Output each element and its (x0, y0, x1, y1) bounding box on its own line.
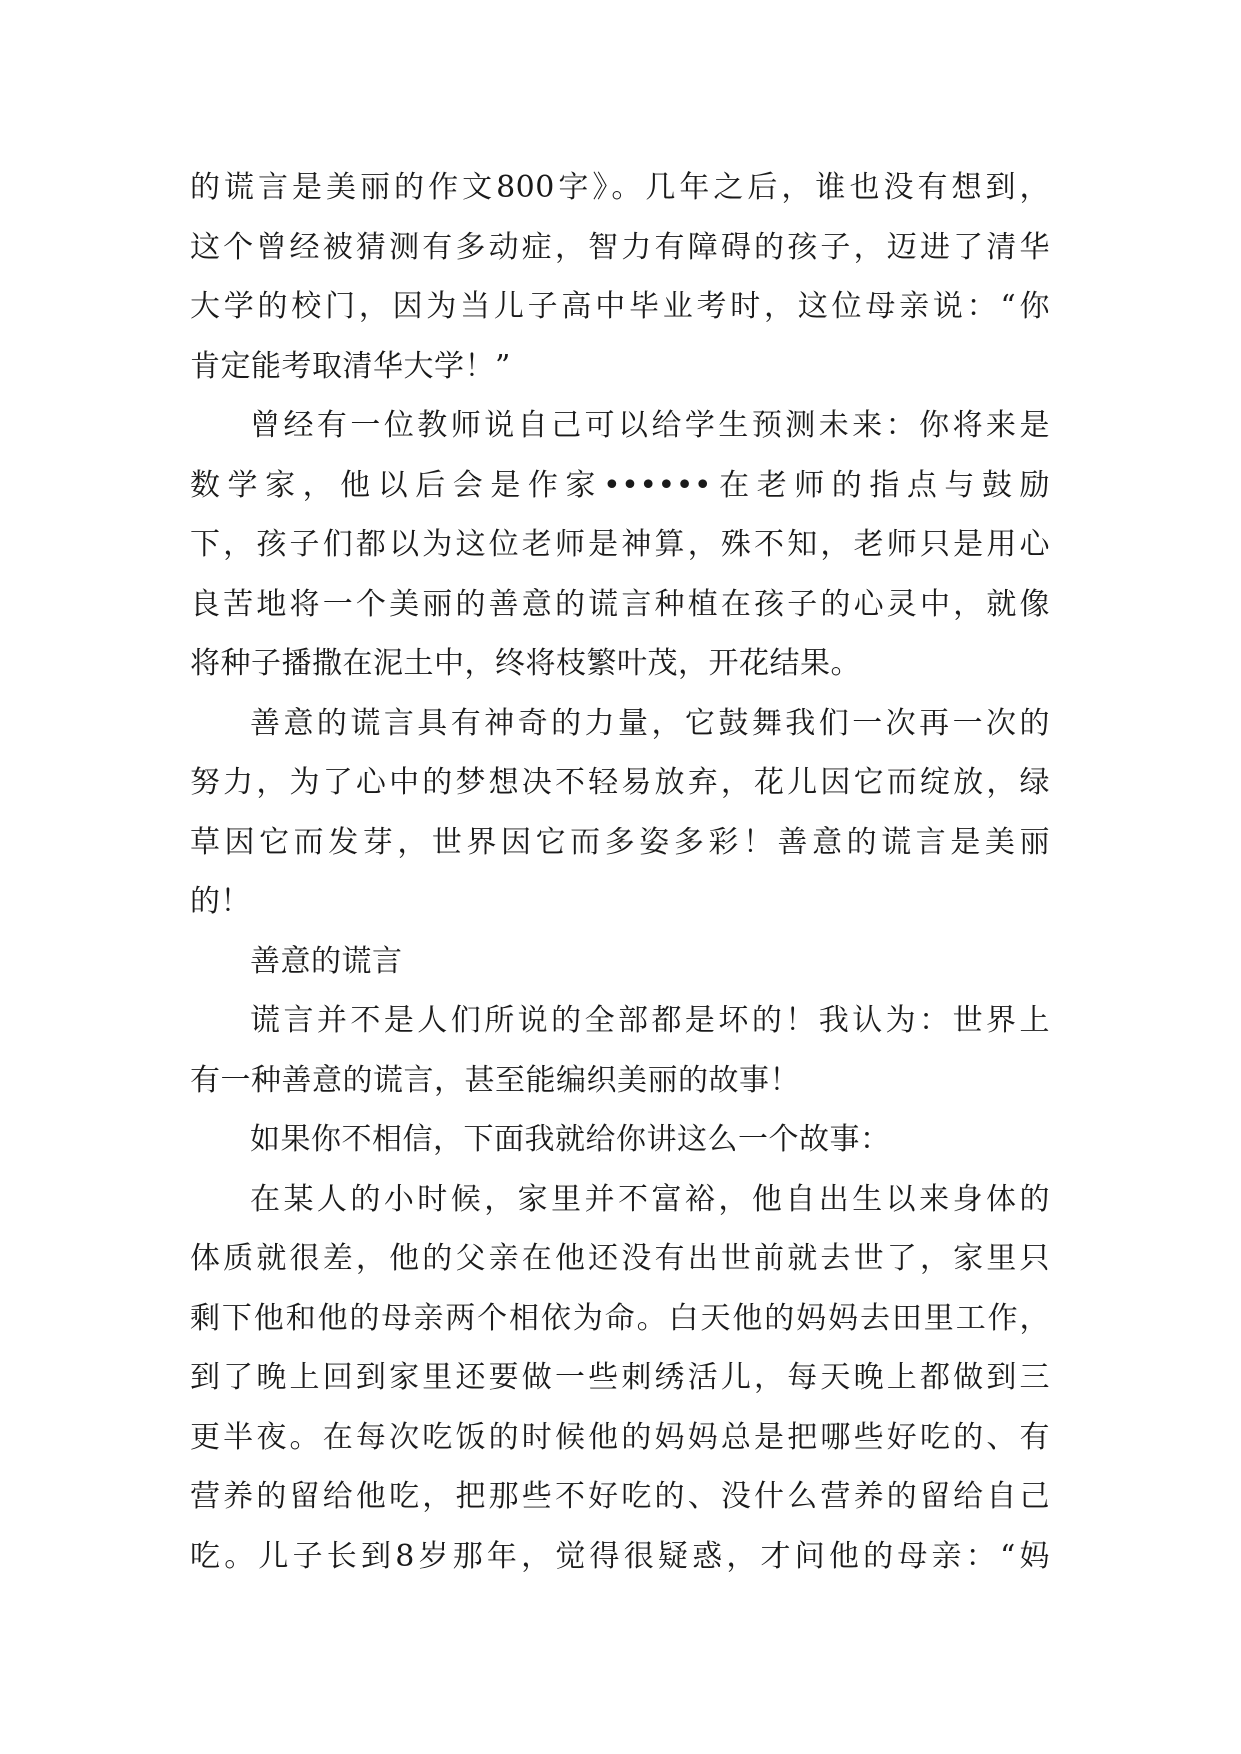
text-line: 大学的校门，因为当儿子高中毕业考时，这位母亲说：“你 (190, 289, 1050, 324)
text-line: 剩下他和他的母亲两个相依为命。白天他的妈妈去田里工作， (190, 1300, 1050, 1336)
text-line: 努力，为了心中的梦想决不轻易放弃，花儿因它而绽放，绿 (190, 765, 1050, 800)
text-line: 肯定能考取清华大学！” (190, 348, 511, 384)
text-line: 的！ (190, 884, 251, 919)
text-line: 下，孩子们都以为这位老师是神算，殊不知，老师只是用心 (190, 527, 1050, 562)
text-line: 的谎言是美丽的作文800字》。几年之后，谁也没有想到， (190, 170, 1050, 205)
paragraph-1 (190, 158, 1050, 396)
paragraph-2 (190, 396, 1050, 694)
essay-body (190, 158, 1050, 1586)
text-line: 有一种善意的谎言，甚至能编织美丽的故事！ (190, 1062, 800, 1098)
paragraph-5 (190, 991, 1050, 1110)
text-line: 吃。儿子长到8岁那年，觉得很疑惑，才问他的母亲：“妈 (190, 1538, 1050, 1574)
section-title-text: 善意的谎言 (250, 943, 403, 979)
text-line: 谎言并不是人们所说的全部都是坏的！我认为：世界上 (250, 1003, 1050, 1038)
text-line: 草因它而发芽，世界因它而多姿多彩！善意的谎言是美丽 (190, 824, 1050, 860)
text-line: 营养的留给他吃，把那些不好吃的、没什么营养的留给自己 (190, 1479, 1050, 1514)
text-line: 到了晚上回到家里还要做一些刺绣活儿，每天晚上都做到三 (190, 1360, 1050, 1395)
text-line: 将种子播撒在泥土中，终将枝繁叶茂，开花结果。 (190, 646, 861, 681)
paragraph-7 (190, 1170, 1050, 1587)
text-line: 善意的谎言具有神奇的力量，它鼓舞我们一次再一次的 (250, 705, 1050, 741)
text-line: 如果你不相信，下面我就给你讲这么一个故事： (250, 1122, 891, 1157)
text-line: 数学家，他以后会是作家••••••在老师的指点与鼓励 (190, 467, 1050, 503)
text-line: 在某人的小时候，家里并不富裕，他自出生以来身体的 (250, 1181, 1050, 1217)
paragraph-3 (190, 694, 1050, 932)
text-line: 更半夜。在每次吃饭的时候他的妈妈总是把哪些好吃的、有 (190, 1419, 1050, 1455)
text-line: 曾经有一位教师说自己可以给学生预测未来：你将来是 (250, 408, 1050, 443)
text-line: 良苦地将一个美丽的善意的谎言种植在孩子的心灵中，就像 (190, 586, 1050, 622)
text-line: 体质就很差，他的父亲在他还没有出世前就去世了，家里只 (190, 1241, 1050, 1276)
section-title (190, 932, 1050, 992)
paragraph-6 (190, 1110, 1050, 1170)
text-line: 这个曾经被猜测有多动症，智力有障碍的孩子，迈进了清华 (190, 229, 1050, 265)
